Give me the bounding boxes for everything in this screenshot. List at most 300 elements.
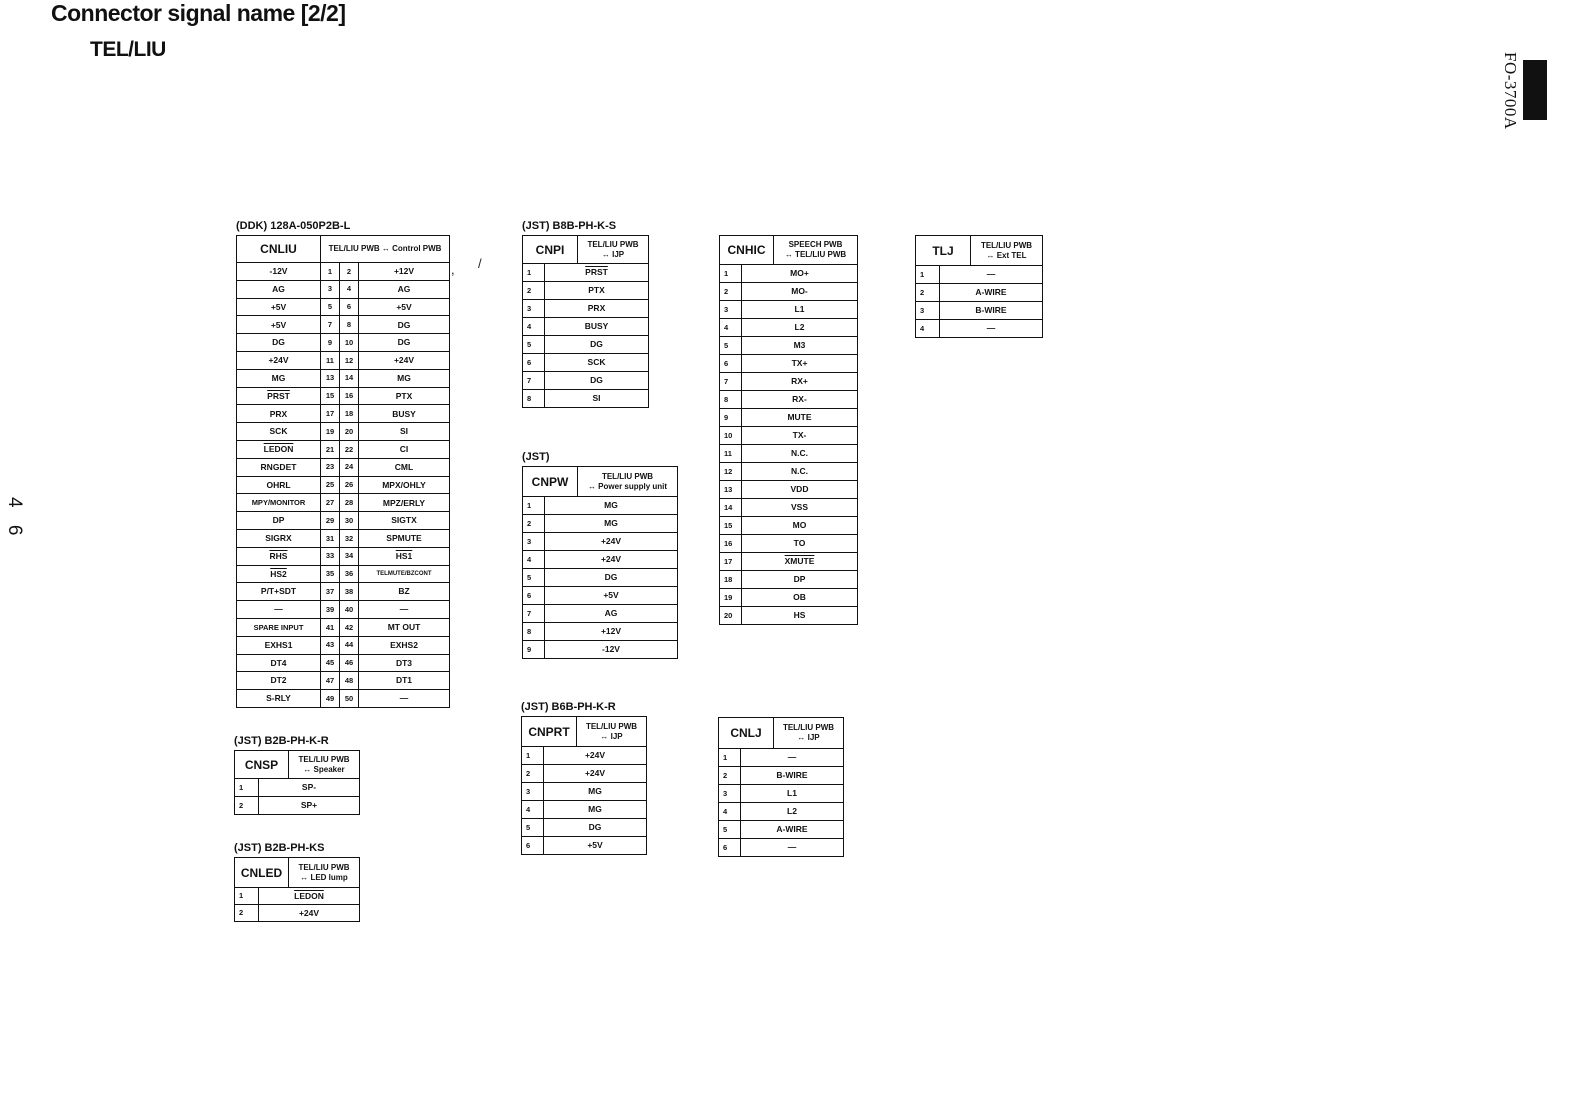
connector-description <box>578 467 678 497</box>
pin-number: 21 <box>321 440 340 458</box>
pin-number: 1 <box>916 266 940 284</box>
signal-left: S-RLY <box>237 690 321 708</box>
pin-number: 23 <box>321 458 340 476</box>
table-row <box>237 334 450 352</box>
pin-number: 19 <box>720 589 742 607</box>
signal-left: DG <box>237 334 321 352</box>
cnhic-table <box>719 235 858 625</box>
pin-number: 40 <box>340 601 359 619</box>
signal-name: TO <box>742 535 858 553</box>
pin-number: 46 <box>340 654 359 672</box>
pin-number: 8 <box>340 316 359 334</box>
signal-left: PRX <box>237 405 321 423</box>
connector-spec: (JST) B2B-PH-K-R <box>234 735 329 747</box>
signal-name: TX- <box>742 427 858 445</box>
signal-name: VDD <box>742 481 858 499</box>
table-row <box>237 369 450 387</box>
table-row <box>916 284 1043 302</box>
pin-number: 10 <box>720 427 742 445</box>
signal-right: — <box>359 690 450 708</box>
pin-number: 41 <box>321 618 340 636</box>
table-row <box>237 387 450 405</box>
pin-number: 3 <box>720 301 742 319</box>
pin-number: 20 <box>340 423 359 441</box>
cnprt-table <box>521 716 647 855</box>
description-line: TEL/LIU PWB <box>587 239 639 249</box>
pin-number: 20 <box>720 607 742 625</box>
connector-description <box>289 751 360 779</box>
pin-number: 2 <box>235 905 259 922</box>
pin-number: 14 <box>720 499 742 517</box>
signal-name: AG <box>545 605 678 623</box>
pin-number: 15 <box>720 517 742 535</box>
pin-number: 4 <box>720 319 742 337</box>
pin-number: 3 <box>523 300 545 318</box>
pin-number: 34 <box>340 547 359 565</box>
pin-number: 6 <box>523 587 545 605</box>
signal-right: TELMUTE/BZCONT <box>359 565 450 583</box>
pin-number: 7 <box>720 373 742 391</box>
pin-number: 16 <box>720 535 742 553</box>
table-row <box>522 837 647 855</box>
signal-right: EXHS2 <box>359 636 450 654</box>
description-line: SPEECH PWB <box>788 240 843 249</box>
signal-name: +12V <box>545 623 678 641</box>
pin-number: 18 <box>720 571 742 589</box>
signal-name: +24V <box>544 765 647 783</box>
signal-name: N.C. <box>742 463 858 481</box>
pin-number: 8 <box>720 391 742 409</box>
table-row <box>523 587 678 605</box>
cnhic-block <box>719 235 858 625</box>
connector-description: TEL/LIU PWB ↔ Control PWB <box>321 236 450 263</box>
signal-name: +5V <box>545 587 678 605</box>
pin-number: 9 <box>523 641 545 659</box>
stray-mark: , <box>451 262 455 277</box>
signal-left: EXHS1 <box>237 636 321 654</box>
table-row <box>916 320 1043 338</box>
table-row <box>237 512 450 530</box>
signal-name: +24V <box>545 533 678 551</box>
connector-description <box>971 236 1043 266</box>
signal-name: XMUTE <box>742 553 858 571</box>
pin-number: 43 <box>321 636 340 654</box>
pin-number: 4 <box>340 280 359 298</box>
signal-name: N.C. <box>742 445 858 463</box>
signal-name: OB <box>742 589 858 607</box>
table-row <box>237 565 450 583</box>
signal-name: — <box>741 839 844 857</box>
signal-name: DG <box>544 819 647 837</box>
pin-number: 30 <box>340 512 359 530</box>
signal-right: DT1 <box>359 672 450 690</box>
pin-number: 17 <box>720 553 742 571</box>
connector-name: CNPW <box>523 467 578 497</box>
signal-left: MG <box>237 369 321 387</box>
pin-number: 22 <box>340 440 359 458</box>
pin-number: 6 <box>719 839 741 857</box>
signal-right: CI <box>359 440 450 458</box>
pin-number: 39 <box>321 601 340 619</box>
table-row <box>237 423 450 441</box>
signal-left: +5V <box>237 298 321 316</box>
signal-left: SIGRX <box>237 529 321 547</box>
signal-name: VSS <box>742 499 858 517</box>
pin-number: 50 <box>340 690 359 708</box>
table-row <box>720 409 858 427</box>
model-label: FO-3700A <box>1501 52 1520 130</box>
pin-number: 3 <box>523 533 545 551</box>
description-line: TEL/LIU PWB <box>585 721 638 731</box>
table-row <box>237 636 450 654</box>
pin-number: 5 <box>321 298 340 316</box>
signal-right: SPMUTE <box>359 529 450 547</box>
table-row <box>523 623 678 641</box>
pin-number: 6 <box>523 354 545 372</box>
signal-left: HS2 <box>237 565 321 583</box>
table-row <box>719 785 844 803</box>
signal-name: DG <box>545 569 678 587</box>
signal-name: PTX <box>545 282 649 300</box>
signal-name: SP- <box>259 779 360 797</box>
description-line: TEL/LIU PWB <box>601 471 654 481</box>
signal-left: DP <box>237 512 321 530</box>
table-row <box>522 819 647 837</box>
connector-spec: (JST) B8B-PH-K-S <box>522 220 617 232</box>
pin-number: 33 <box>321 547 340 565</box>
pin-number: 11 <box>321 351 340 369</box>
table-row <box>720 481 858 499</box>
table-row <box>522 747 647 765</box>
signal-right: MT OUT <box>359 618 450 636</box>
cnpw-table <box>522 466 678 659</box>
table-row <box>523 569 678 587</box>
table-row <box>719 803 844 821</box>
cnlj-table <box>718 717 844 857</box>
pin-number: 24 <box>340 458 359 476</box>
signal-name: MG <box>545 515 678 533</box>
signal-name: +5V <box>544 837 647 855</box>
signal-name: DP <box>742 571 858 589</box>
pin-number: 48 <box>340 672 359 690</box>
table-row <box>720 391 858 409</box>
table-row <box>235 779 360 797</box>
description-line: TEL/LIU PWB <box>298 862 350 872</box>
signal-right: SI <box>359 423 450 441</box>
signal-left: SCK <box>237 423 321 441</box>
tlj-block <box>915 235 1043 338</box>
table-row <box>523 264 649 282</box>
signal-left: +24V <box>237 351 321 369</box>
pin-number: 32 <box>340 529 359 547</box>
description-line: ↔ LED lump <box>300 872 348 882</box>
signal-name: — <box>940 320 1043 338</box>
table-row <box>523 300 649 318</box>
pin-number: 42 <box>340 618 359 636</box>
description-line: ↔ IJP <box>600 731 623 741</box>
cnliu-table <box>236 235 450 708</box>
pin-number: 31 <box>321 529 340 547</box>
pin-number: 7 <box>523 605 545 623</box>
connector-spec: (JST) B6B-PH-K-R <box>521 701 616 713</box>
signal-left: AG <box>237 280 321 298</box>
tlj-table <box>915 235 1043 338</box>
page-title: Connector signal name [2/2] <box>51 0 346 26</box>
table-row <box>916 302 1043 320</box>
signal-name: PRX <box>545 300 649 318</box>
table-row <box>720 265 858 283</box>
pin-number: 9 <box>321 334 340 352</box>
pin-number: 4 <box>523 551 545 569</box>
pin-number: 12 <box>340 351 359 369</box>
table-row <box>720 373 858 391</box>
table-row <box>237 263 450 281</box>
table-row <box>720 589 858 607</box>
pin-number: 13 <box>720 481 742 499</box>
signal-name: DG <box>545 336 649 354</box>
signal-name: L2 <box>741 803 844 821</box>
table-row <box>523 318 649 336</box>
signal-right: +12V <box>359 263 450 281</box>
pin-number: 6 <box>720 355 742 373</box>
table-row <box>719 821 844 839</box>
page-number: 4 6 <box>4 497 25 542</box>
connector-name: CNLED <box>235 858 289 888</box>
signal-right: DG <box>359 334 450 352</box>
table-row <box>720 571 858 589</box>
cnpi-block <box>522 219 649 408</box>
signal-name: DG <box>545 372 649 390</box>
pin-number: 13 <box>321 369 340 387</box>
signal-left: -12V <box>237 263 321 281</box>
pin-number: 47 <box>321 672 340 690</box>
signal-name: MO- <box>742 283 858 301</box>
table-row <box>720 517 858 535</box>
table-row <box>720 355 858 373</box>
signal-left: DT2 <box>237 672 321 690</box>
pin-number: 26 <box>340 476 359 494</box>
pin-number: 10 <box>340 334 359 352</box>
signal-right: PTX <box>359 387 450 405</box>
pin-number: 5 <box>522 819 544 837</box>
signal-name: LEDON <box>259 888 360 905</box>
signal-name: MUTE <box>742 409 858 427</box>
pin-number: 18 <box>340 405 359 423</box>
signal-name: MG <box>544 801 647 819</box>
pin-number: 3 <box>916 302 940 320</box>
table-row <box>523 641 678 659</box>
table-row <box>237 494 450 512</box>
table-row <box>237 458 450 476</box>
pin-number: 1 <box>235 888 259 905</box>
description-line: ↔ IJP <box>797 733 820 742</box>
signal-name: RX- <box>742 391 858 409</box>
pin-number: 2 <box>523 282 545 300</box>
signal-name: L1 <box>742 301 858 319</box>
pin-number: 4 <box>523 318 545 336</box>
signal-name: HS <box>742 607 858 625</box>
table-row <box>237 440 450 458</box>
stray-mark: / <box>478 256 482 271</box>
signal-name: BUSY <box>545 318 649 336</box>
signal-left: — <box>237 601 321 619</box>
signal-left: PRST <box>237 387 321 405</box>
pin-number: 49 <box>321 690 340 708</box>
signal-name: L1 <box>741 785 844 803</box>
pin-number: 2 <box>235 797 259 815</box>
description-line: ↔ Ext TEL <box>986 250 1027 260</box>
cnled-table <box>234 857 360 922</box>
section-title: TEL/LIU <box>90 38 166 61</box>
pin-number: 5 <box>720 337 742 355</box>
table-row <box>235 797 360 815</box>
pin-number: 14 <box>340 369 359 387</box>
signal-left: LEDON <box>237 440 321 458</box>
description-line: ↔ IJP <box>601 249 625 259</box>
signal-name: MG <box>544 783 647 801</box>
pin-number: 8 <box>523 390 545 408</box>
table-row <box>720 427 858 445</box>
cnled-block <box>234 841 360 922</box>
signal-left: P/T+SDT <box>237 583 321 601</box>
signal-right: — <box>359 601 450 619</box>
signal-name: MO <box>742 517 858 535</box>
table-row <box>523 282 649 300</box>
table-row <box>523 605 678 623</box>
signal-name: +24V <box>544 747 647 765</box>
pin-number: 8 <box>523 623 545 641</box>
cnpw-block <box>522 450 678 659</box>
pin-number: 12 <box>720 463 742 481</box>
signal-left: DT4 <box>237 654 321 672</box>
connector-name: CNLIU <box>237 236 321 263</box>
cnprt-block <box>521 700 647 855</box>
pin-number: 25 <box>321 476 340 494</box>
signal-left: SPARE INPUT <box>237 618 321 636</box>
signal-right: MG <box>359 369 450 387</box>
table-row <box>237 672 450 690</box>
description-line: TEL/LIU PWB <box>980 240 1033 250</box>
table-row <box>720 337 858 355</box>
pin-number: 6 <box>522 837 544 855</box>
cnsp-table <box>234 750 360 815</box>
description-line: ↔ Speaker <box>303 764 345 774</box>
table-row <box>720 535 858 553</box>
pin-number: 27 <box>321 494 340 512</box>
signal-name: B-WIRE <box>741 767 844 785</box>
black-edge-tab <box>1523 60 1547 120</box>
pin-number: 5 <box>719 821 741 839</box>
pin-number: 3 <box>719 785 741 803</box>
pin-number: 38 <box>340 583 359 601</box>
signal-name: -12V <box>545 641 678 659</box>
pin-number: 1 <box>719 749 741 767</box>
pin-number: 7 <box>321 316 340 334</box>
description-line: ↔ Power supply unit <box>587 481 668 491</box>
connector-description <box>577 717 647 747</box>
connector-name: TLJ <box>916 236 971 266</box>
cnpi-table <box>522 235 649 408</box>
table-row <box>237 476 450 494</box>
signal-name: RX+ <box>742 373 858 391</box>
signal-name: M3 <box>742 337 858 355</box>
connector-description <box>774 718 844 749</box>
table-row <box>523 533 678 551</box>
pin-number: 15 <box>321 387 340 405</box>
pin-number: 2 <box>523 515 545 533</box>
signal-left: MPY/MONITOR <box>237 494 321 512</box>
signal-name: A-WIRE <box>940 284 1043 302</box>
table-row <box>237 654 450 672</box>
pin-number: 1 <box>523 497 545 515</box>
table-row <box>523 515 678 533</box>
table-row <box>719 749 844 767</box>
pin-number: 28 <box>340 494 359 512</box>
table-row <box>719 767 844 785</box>
signal-right: BZ <box>359 583 450 601</box>
signal-name: MG <box>545 497 678 515</box>
table-row <box>235 905 360 922</box>
pin-number: 2 <box>720 283 742 301</box>
connector-spec: (JST) B2B-PH-KS <box>234 842 325 854</box>
signal-name: TX+ <box>742 355 858 373</box>
table-row <box>522 801 647 819</box>
signal-name: PRST <box>545 264 649 282</box>
signal-right: SIGTX <box>359 512 450 530</box>
pin-number: 4 <box>916 320 940 338</box>
signal-name: MO+ <box>742 265 858 283</box>
signal-right: +5V <box>359 298 450 316</box>
pin-number: 3 <box>321 280 340 298</box>
signal-left: OHRL <box>237 476 321 494</box>
signal-left: $\overline{RHS}$ <box>237 547 321 565</box>
pin-number: 2 <box>522 765 544 783</box>
signal-name: — <box>940 266 1043 284</box>
signal-name: SCK <box>545 354 649 372</box>
pin-number: 1 <box>523 264 545 282</box>
connector-description <box>289 858 360 888</box>
pin-number: 2 <box>340 263 359 281</box>
signal-right: +24V <box>359 351 450 369</box>
pin-number: 2 <box>916 284 940 302</box>
cnsp-block <box>234 734 360 815</box>
table-row <box>720 283 858 301</box>
connector-description <box>774 236 858 265</box>
signal-name: — <box>741 749 844 767</box>
connector-spec: (DDK) 128A-050P2B-L <box>236 220 351 232</box>
table-row <box>523 497 678 515</box>
table-row <box>235 888 360 905</box>
pin-number: 19 <box>321 423 340 441</box>
signal-left: RNGDET <box>237 458 321 476</box>
table-row <box>237 601 450 619</box>
pin-number: 29 <box>321 512 340 530</box>
table-row <box>237 298 450 316</box>
connector-name: CNSP <box>235 751 289 779</box>
pin-number: 37 <box>321 583 340 601</box>
connector-name: CNHIC <box>720 236 774 265</box>
pin-number: 17 <box>321 405 340 423</box>
signal-left: +5V <box>237 316 321 334</box>
table-row <box>523 551 678 569</box>
signal-name: +24V <box>259 905 360 922</box>
cnlj-block <box>718 717 844 857</box>
connector-name: CNLJ <box>719 718 774 749</box>
signal-name: +24V <box>545 551 678 569</box>
pin-number: 6 <box>340 298 359 316</box>
signal-right: MPZ/ERLY <box>359 494 450 512</box>
table-row <box>916 266 1043 284</box>
